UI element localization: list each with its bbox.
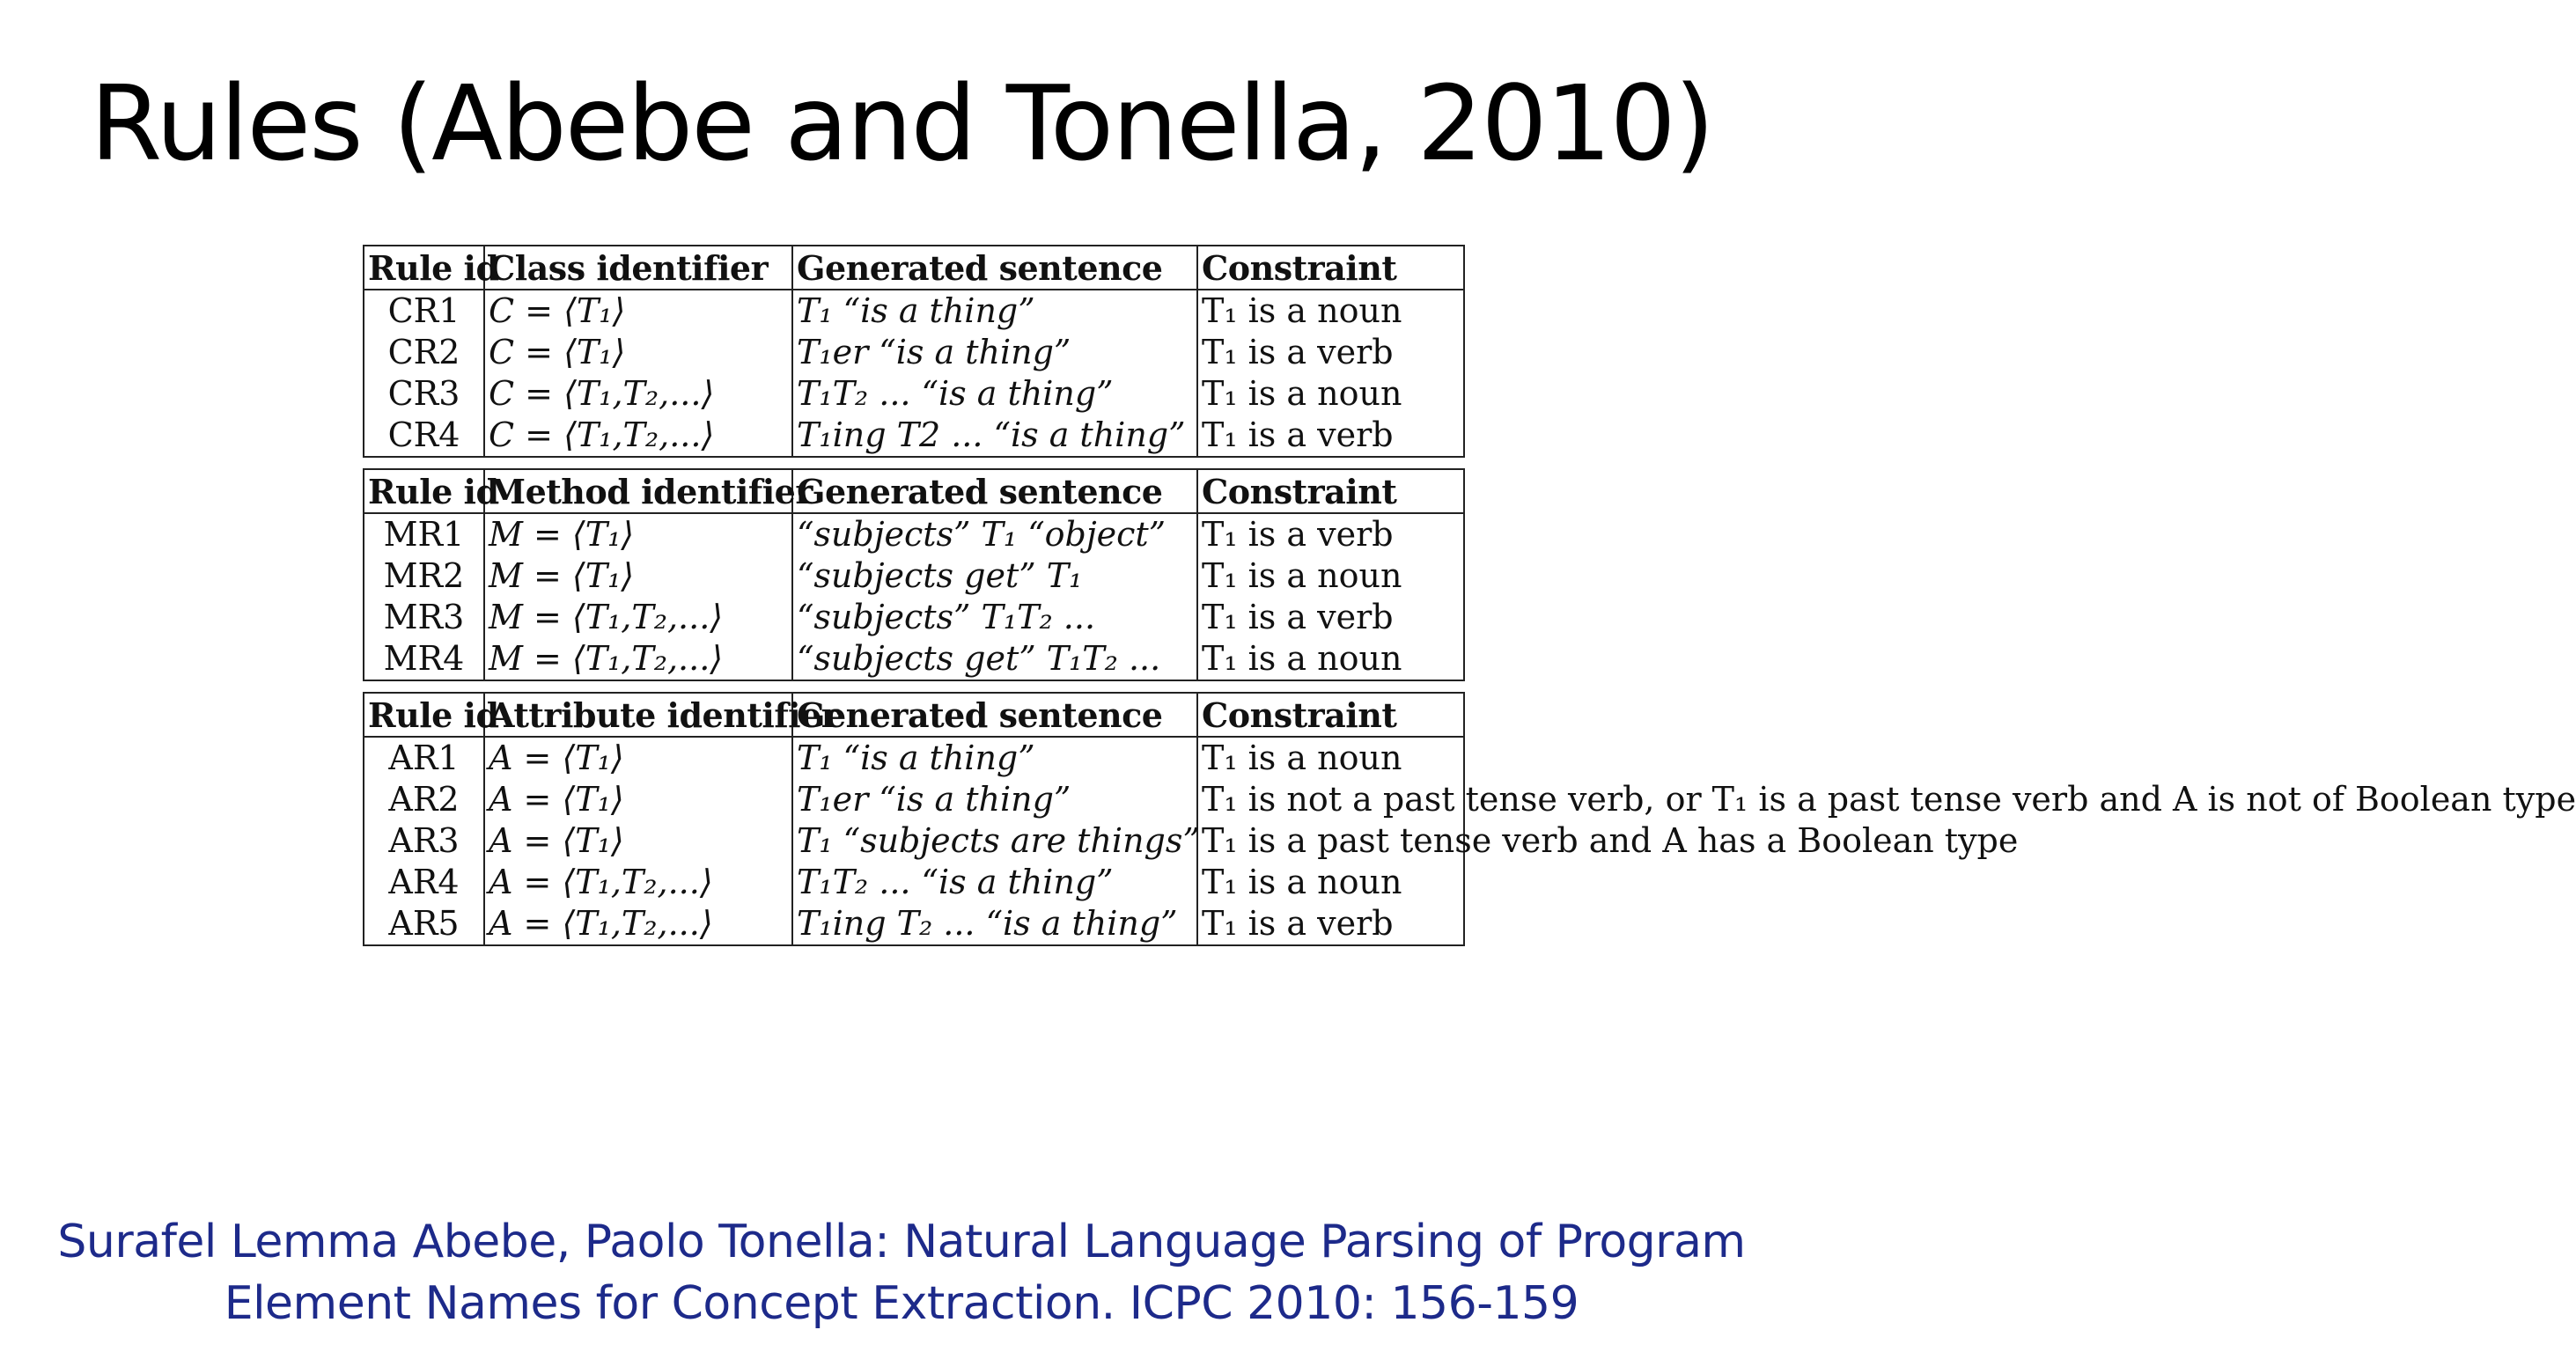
column-header: Rule id bbox=[364, 246, 484, 290]
rule-id-cell: AR5 bbox=[364, 903, 484, 945]
column-header: Class identifier bbox=[484, 246, 792, 290]
sentence-cell: “subjects get” T₁ bbox=[792, 555, 1197, 597]
identifier-cell: A = ⟨T₁⟩ bbox=[484, 737, 792, 779]
identifier-cell: M = ⟨T₁,T₂,...⟩ bbox=[484, 638, 792, 680]
table-header-row bbox=[364, 246, 1464, 290]
table-row bbox=[364, 290, 1464, 332]
rule-id-cell: AR1 bbox=[364, 737, 484, 779]
rule-id-cell: MR3 bbox=[364, 597, 484, 638]
method-rules-table bbox=[363, 468, 1465, 681]
rule-id-cell: AR2 bbox=[364, 779, 484, 820]
identifier-cell: A = ⟨T₁,T₂,...⟩ bbox=[484, 862, 792, 903]
sentence-cell: T₁er “is a thing” bbox=[792, 332, 1197, 373]
rule-id-cell: CR1 bbox=[364, 290, 484, 332]
constraint-cell: T₁ is a noun bbox=[1197, 737, 1464, 779]
constraint-cell: T₁ is a verb bbox=[1197, 332, 1464, 373]
column-header: Method identifier bbox=[484, 469, 792, 513]
identifier-cell: A = ⟨T₁⟩ bbox=[484, 779, 792, 820]
constraint-cell: T₁ is a noun bbox=[1197, 290, 1464, 332]
constraint-cell: T₁ is a noun bbox=[1197, 373, 1464, 415]
constraint-cell: T₁ is a noun bbox=[1197, 862, 1464, 903]
constraint-cell: T₁ is a verb bbox=[1197, 513, 1464, 555]
rule-id-cell: AR3 bbox=[364, 820, 484, 862]
constraint-cell: T₁ is a noun bbox=[1197, 555, 1464, 597]
column-header: Generated sentence bbox=[792, 246, 1197, 290]
column-header: Generated sentence bbox=[792, 469, 1197, 513]
rule-id-cell: CR3 bbox=[364, 373, 484, 415]
table-row bbox=[364, 862, 1464, 903]
identifier-cell: C = ⟨T₁⟩ bbox=[484, 290, 792, 332]
constraint-cell: T₁ is a verb bbox=[1197, 903, 1464, 945]
attribute-rules-table bbox=[363, 692, 2576, 946]
identifier-cell: M = ⟨T₁⟩ bbox=[484, 513, 792, 555]
rule-id-cell: AR4 bbox=[364, 862, 484, 903]
sentence-cell: “subjects” T₁T₂ ... bbox=[792, 597, 1197, 638]
identifier-cell: M = ⟨T₁⟩ bbox=[484, 555, 792, 597]
table-header-row bbox=[364, 469, 1464, 513]
constraint-cell: T₁ is a verb bbox=[1197, 597, 1464, 638]
table-row bbox=[364, 332, 1464, 373]
rule-id-cell: CR4 bbox=[364, 415, 484, 457]
identifier-cell: A = ⟨T₁⟩ bbox=[484, 820, 792, 862]
table-row bbox=[364, 638, 1464, 680]
citation-line: Surafel Lemma Abebe, Paolo Tonella: Natural Language Parsing of Program bbox=[57, 1216, 1746, 1268]
table-row bbox=[364, 555, 1464, 597]
table-row bbox=[364, 779, 1464, 820]
table-row bbox=[364, 737, 1464, 779]
sentence-cell: T₁ “is a thing” bbox=[792, 290, 1197, 332]
identifier-cell: C = ⟨T₁,T₂,...⟩ bbox=[484, 373, 792, 415]
sentence-cell: “subjects” T₁ “object” bbox=[792, 513, 1197, 555]
sentence-cell: T₁T₂ ... “is a thing” bbox=[792, 373, 1197, 415]
citation-line: Element Names for Concept Extraction. ICPC 2010: 156-159 bbox=[224, 1277, 1579, 1330]
rule-id-cell: MR4 bbox=[364, 638, 484, 680]
column-header: Rule id bbox=[364, 469, 484, 513]
table-header-row bbox=[364, 693, 1464, 737]
column-header: Generated sentence bbox=[792, 693, 1197, 737]
sentence-cell: T₁ing T₂ ... “is a thing” bbox=[792, 903, 1197, 945]
table-row bbox=[364, 513, 1464, 555]
identifier-cell: A = ⟨T₁,T₂,...⟩ bbox=[484, 903, 792, 945]
sentence-cell: T₁er “is a thing” bbox=[792, 779, 1197, 820]
column-header: Attribute identifier bbox=[484, 693, 792, 737]
sentence-cell: T₁T₂ ... “is a thing” bbox=[792, 862, 1197, 903]
column-header: Constraint bbox=[1197, 469, 1464, 513]
column-header: Constraint bbox=[1197, 693, 1464, 737]
identifier-cell: C = ⟨T₁⟩ bbox=[484, 332, 792, 373]
table-row bbox=[364, 597, 1464, 638]
constraint-cell: T₁ is not a past tense verb, or T₁ is a past tense verb and A is not of Boolean type bbox=[1197, 779, 1464, 820]
slide-title: Rules (Abebe and Tonella, 2010) bbox=[90, 62, 1713, 184]
identifier-cell: C = ⟨T₁,T₂,...⟩ bbox=[484, 415, 792, 457]
constraint-cell: T₁ is a past tense verb and A has a Boolean type bbox=[1197, 820, 1464, 862]
sentence-cell: T₁ “is a thing” bbox=[792, 737, 1197, 779]
table-row bbox=[364, 373, 1464, 415]
constraint-cell: T₁ is a noun bbox=[1197, 638, 1464, 680]
table-row bbox=[364, 820, 1464, 862]
class-rules-table bbox=[363, 245, 1465, 458]
citation bbox=[0, 1211, 1803, 1334]
rule-id-cell: MR2 bbox=[364, 555, 484, 597]
column-header: Rule id bbox=[364, 693, 484, 737]
identifier-cell: M = ⟨T₁,T₂,...⟩ bbox=[484, 597, 792, 638]
sentence-cell: “subjects get” T₁T₂ ... bbox=[792, 638, 1197, 680]
rule-id-cell: CR2 bbox=[364, 332, 484, 373]
sentence-cell: T₁ “subjects are things” bbox=[792, 820, 1197, 862]
table-row bbox=[364, 415, 1464, 457]
sentence-cell: T₁ing T2 ... “is a thing” bbox=[792, 415, 1197, 457]
rule-id-cell: MR1 bbox=[364, 513, 484, 555]
constraint-cell: T₁ is a verb bbox=[1197, 415, 1464, 457]
rules-tables bbox=[363, 245, 2576, 957]
column-header: Constraint bbox=[1197, 246, 1464, 290]
table-row bbox=[364, 903, 1464, 945]
